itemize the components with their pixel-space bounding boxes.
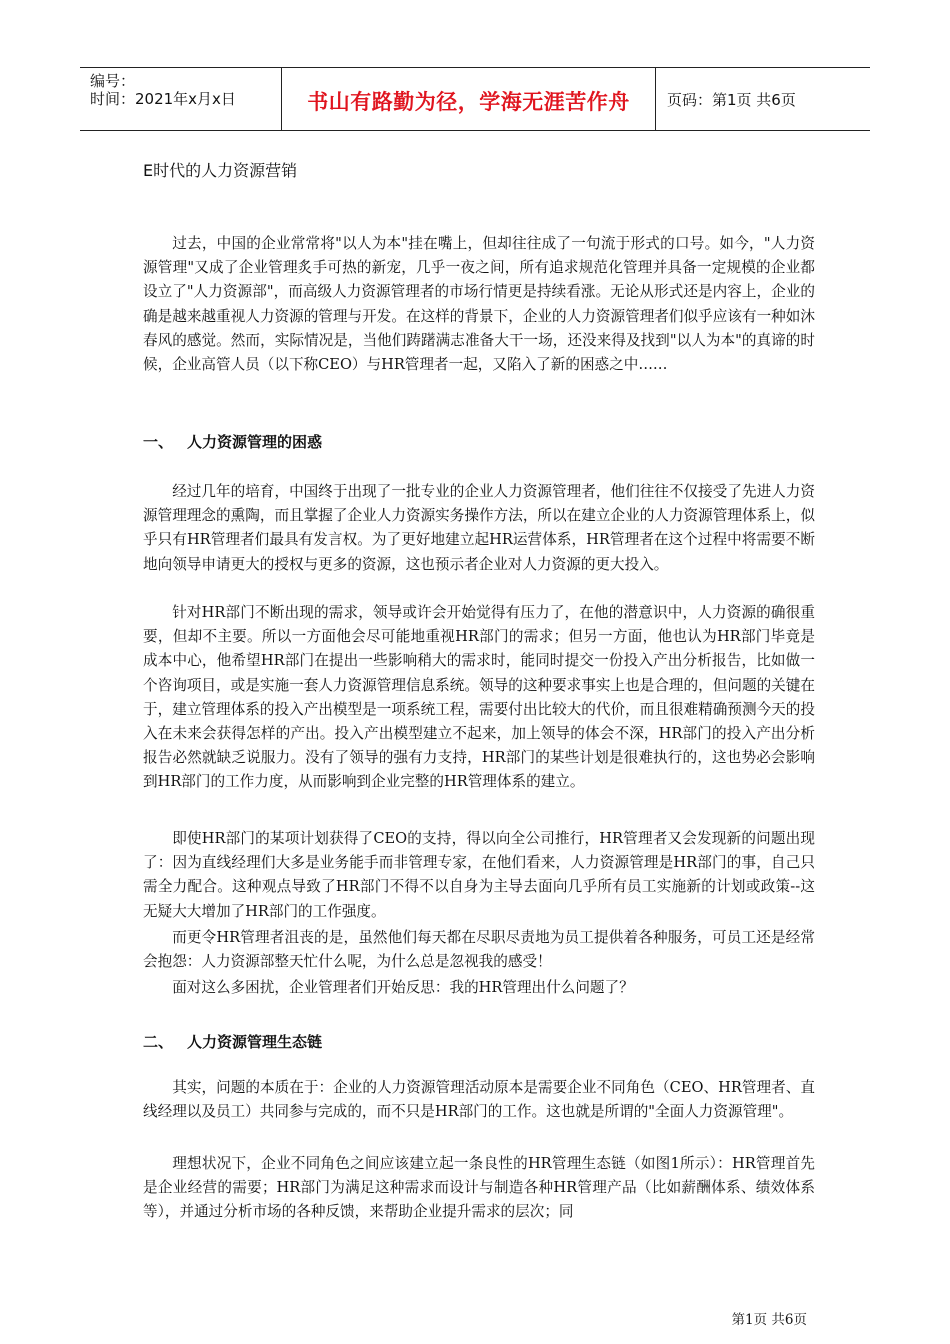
document-number-label: 编号： (90, 72, 136, 90)
section-title: 人力资源管理的困惑 (187, 433, 323, 451)
document-title: E时代的人力资源营销 (143, 161, 298, 180)
section1-paragraph-4: 而更令HR管理者沮丧的是，虽然他们每天都在尽职尽责地为员工提供着各种服务，可员工还是经常会抱怨：人力资源部整天忙什么呢，为什么总是忽视我的感受！ (143, 929, 815, 971)
section2-paragraph-2: 理想状况下，企业不同角色之间应该建立起一条良性的HR管理生态链（如图1所示）：HR管理首先是企业经营的需要；HR部门为满足这种需求而设计与制造各种HR管理产品（比如薪酬体系、绩效体系等），并通过分析市场的各种反馈，来帮助企业提升需求的层次；同 (143, 1155, 815, 1221)
header-motto: 书山有路勤为径，学海无涯苦作舟 (307, 90, 630, 114)
header-page-cell (655, 68, 870, 130)
page-footer: 第1页 共6页 (731, 1312, 807, 1328)
header-table (80, 67, 870, 131)
section-heading-1 (143, 431, 322, 452)
section2-paragraph-1: 其实，问题的本质在于：企业的人力资源管理活动原本是需要企业不同角色（CEO、HR管理者、直线经理以及员工）共同参与完成的，而不只是HR部门的工作。这也就是所谓的"全面人力资源管理"。 (143, 1079, 815, 1121)
intro-paragraph: 过去，中国的企业常常将"以人为本"挂在嘴上，但却往往成了一句流于形式的口号。如今，"人力资源管理"又成了企业管理炙手可热的新宠，几乎一夜之间，所有追求规范化管理并具备一定规模的企业都设立了"人力资源部"，而高级人力资源管理者的市场行情更是持续看涨。无论从形式还是内容上，企业的确是越来越重视人力资源的管理与开发。在这样的背景下，企业的人力资源管理者们似乎应该有一种如沐春风的感觉。然而，实际情况是，当他们踌躇满志准备大干一场，还没来得及找到"以人为本"的真谛的时候，企业高管人员（以下称CEO）与HR管理者一起，又陷入了新的困惑之中…… (143, 235, 815, 374)
section-number: 二、 (143, 1033, 174, 1051)
section-title: 人力资源管理生态链 (187, 1033, 323, 1051)
section1-paragraph-3: 即使HR部门的某项计划获得了CEO的支持，得以向全公司推行，HR管理者又会发现新的问题出现了：因为直线经理们大多是业务能手而非管理专家，在他们看来，人力资源管理是HR部门的事，自己只需全力配合。这种观点导致了HR部门不得不以自身为主导去面向几乎所有员工实施新的计划或政策--这无疑大大增加了HR部门的工作强度。 (143, 830, 815, 920)
section1-paragraph-2: 针对HR部门不断出现的需求，领导或许会开始觉得有压力了，在他的潜意识中，人力资源的确很重要，但却不主要。所以一方面他会尽可能地重视HR部门的需求；但另一方面，他也认为HR部门毕竟是成本中心，他希望HR部门在提出一些影响稍大的需求时，能同时提交一份投入产出分析报告，比如做一个咨询项目，或是实施一套人力资源管理信息系统。领导的这种要求事实上也是合理的，但问题的关键在于，建立管理体系的投入产出模型是一项系统工程，需要付出比较大的代价，而且很难精确预测今天的投入在未来会获得怎样的产出。投入产出模型建立不起来，加上领导的体会不深，HR部门的投入产出分析报告必然就缺乏说服力。没有了领导的强有力支持，HR部门的某些计划是很难执行的，这也势必会影响到HR部门的工作力度，从而影响到企业完整的HR管理体系的建立。 (143, 604, 815, 791)
document-date-label: 时间：2021年x月x日 (90, 90, 236, 108)
section-number: 一、 (143, 433, 174, 451)
header-motto-cell (281, 68, 656, 130)
section1-paragraph-1: 经过几年的培育，中国终于出现了一批专业的企业人力资源管理者，他们往往不仅接受了先进人力资源管理理念的熏陶，而且掌握了企业人力资源实务操作方法，所以在建立企业的人力资源管理体系上，似乎只有HR管理者们最具有发言权。为了更好地建立起HR运营体系，HR管理者在这个过程中将需要不断地向领导申请更大的授权与更多的资源，这也预示者企业对人力资源的更大投入。 (143, 483, 815, 573)
header-page-info: 页码：第1页 共6页 (667, 91, 796, 109)
header-meta-cell (80, 68, 281, 130)
section1-paragraph-5: 面对这么多困扰，企业管理者们开始反思：我的HR管理出什么问题了？ (172, 979, 634, 996)
section-heading-2 (143, 1031, 322, 1052)
